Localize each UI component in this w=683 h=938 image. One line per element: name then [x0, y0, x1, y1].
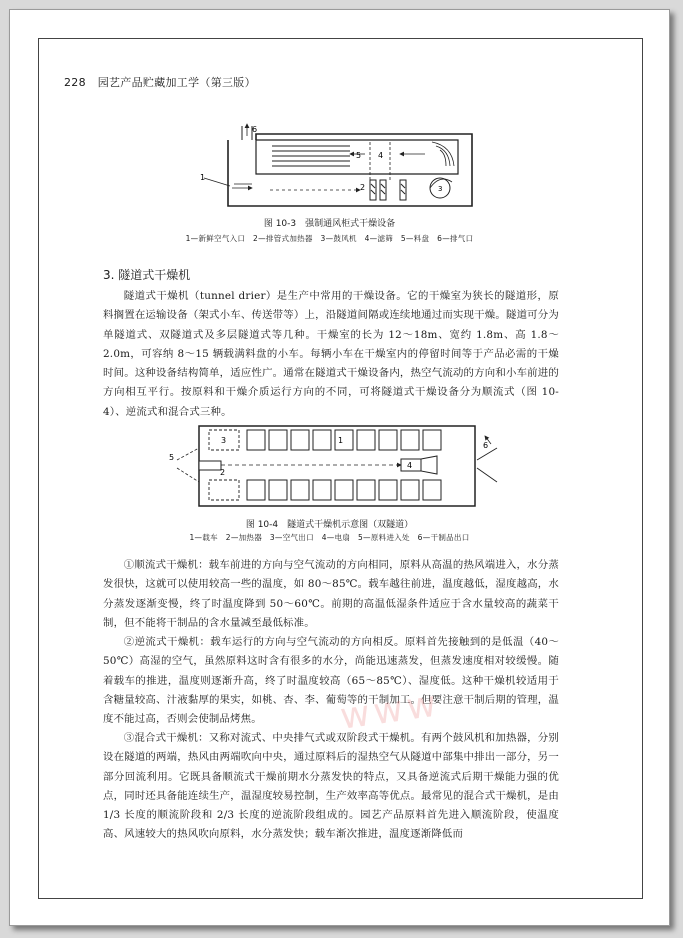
- fig3-label-6: 6: [252, 125, 258, 134]
- fig3-label-3: 3: [438, 185, 443, 193]
- fig3-label-1: 1: [200, 173, 206, 182]
- fig3-label-2: 2: [360, 183, 366, 192]
- paragraph-cocurrent-drier: ①顺流式干燥机：载车前进的方向与空气流动的方向相同，原料从高温的热风端进入，水分蒸发很快，这就可以使用较高一些的温度，如 80～85℃。载车越往前进，温度越低，湿度越高，水分蒸发逐渐变慢，终了时温度降到 50～60℃。前期的高温低湿条件适应于含水量较高的蔬菜干制，但不能将干制品的含水量减至最低标准。: [103, 559, 559, 629]
- figure-10-4-caption: 图 10-4 隧道式干燥机示意图（双隧道）: [245, 520, 414, 530]
- paragraph-tunnel-drier: 隧道式干燥机（tunnel drier）是生产中常用的干燥设备。它的干燥室为狭长的隧道形，原料搁置在运输设备（架式小车、传送带等）上，沿隧道间隔或连续地通过而实现干燥。隧道可分为单隧道式、双隧道式及多层隧道式等几种。干燥室的长为 12～18m、宽约 1.8m、高 1.8～2.0m，可容纳 8～15 辆载满料盘的小车。每辆小车在干燥室内的停留时间等于产品必需的干燥时间。这种设备结构简单，适应性广。通常在隧道式干燥设备内，热空气流动的方向和小车前进的方向相互平行。按原料和干燥介质运行方向的不同，可将隧道式干燥设备分为顺流式（图 10-4）、逆流式和混合式三种。: [103, 290, 559, 418]
- fig3-label-5: 5: [356, 151, 362, 160]
- fig4-label-1: 1: [338, 436, 344, 445]
- fig4-label-4: 4: [407, 461, 413, 470]
- paragraph-countercurrent-drier: ②逆流式干燥机：载车运行的方向与空气流动的方向相反。原料首先接触到的是低温（40～50℃）高湿的空气，虽然原料这时含有很多的水分，尚能迅速蒸发，但蒸发速度相对较缓慢。随着载车的推进，温度则逐渐升高，终了时温度较高（65～85℃）、湿度低。这种干燥机较适用于含糖量较高、汁液黏厚的果实，如桃、杏、李、葡萄等的干制加工。但要注意干制后期的管理，温度不能过高，否则会使制品烤焦。: [103, 636, 559, 726]
- fig4-label-6: 6: [483, 441, 489, 450]
- fig4-label-2: 2: [220, 468, 226, 477]
- watermark: www: [337, 683, 443, 738]
- fig4-label-3: 3: [221, 436, 227, 445]
- figure-10-4-diagram: [165, 420, 510, 512]
- figure-10-4-legend: 1—载车 2—加热器 3—空气出口 4—电扇 5—原料进入处 6—干制品出口: [189, 533, 470, 542]
- figure-10-3-diagram: [190, 122, 480, 214]
- book-title: 园艺产品贮藏加工学（第三版）: [97, 76, 256, 89]
- fig4-label-5: 5: [169, 453, 175, 462]
- fig3-label-4: 4: [378, 151, 384, 160]
- figure-10-3-caption: 图 10-3 强制通风柜式干燥设备: [263, 219, 396, 229]
- paragraph-mixed-drier: ③混合式干燥机：又称对流式、中央排气式或双阶段式干燥机。有两个鼓风机和加热器，分别设在隧道的两端，热风由两端吹向中央，通过原料后的湿热空气从隧道中部集中排出一部分，另一部分回流利用。它既具备顺流式干燥前期水分蒸发快的特点，又具备逆流式后期干燥能力强的优点，同时还具备能连续生产，温湿度较易控制，生产效率高等优点。最常见的混合式干燥机，是由 1/3 长度的顺流阶段和 2/3 长度的逆流阶段组成的。园艺产品原料首先进入顺流阶段，使温度高、风速较大的热风吹向原料，水分蒸发快；载车渐次推进，温度逐渐降低而: [103, 732, 559, 841]
- page-number: 228: [64, 76, 86, 89]
- running-header: [64, 74, 256, 90]
- figure-10-3-legend: 1—新鲜空气入口 2—排管式加热器 3—鼓风机 4—滤筛 5—料盘 6—排气口: [185, 234, 474, 243]
- section-title: 3. 隧道式干燥机: [103, 268, 191, 282]
